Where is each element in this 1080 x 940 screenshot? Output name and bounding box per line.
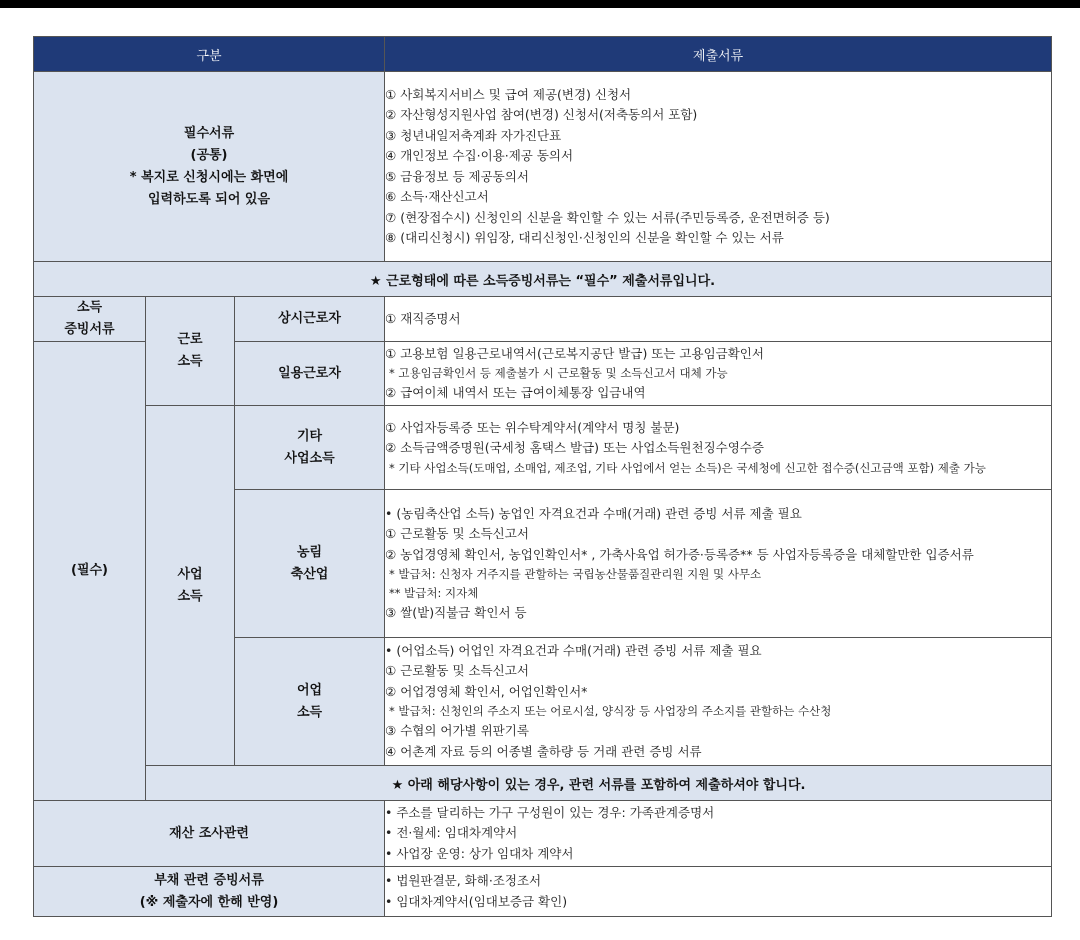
business-income-label: [146, 406, 235, 766]
income-proof-label-line: 소득: [76, 300, 103, 315]
labor-income-label-line: 소득: [177, 354, 203, 369]
notice-income-required: ★ 근로형태에 따른 소득증빙서류는 “필수” 제출서류입니다.: [34, 262, 1052, 297]
farm-label-line: 축산업: [290, 566, 329, 582]
list-item: ② 자산형성지원사업 참여(변경) 신청서(저축동의서 포함): [385, 107, 698, 122]
list-item: ④ 어촌계 자료 등의 어종별 출하량 등 거래 관련 증빙 서류: [385, 743, 702, 759]
list-item: ⑧ (대리신청시) 위임장, 대리신청인·신청인의 신분을 확인할 수 있는 서류: [385, 230, 784, 245]
other-business-label-line: 사업소득: [284, 450, 335, 466]
header-documents: 제출서류: [385, 37, 1052, 72]
common-label-line: (공통): [190, 147, 228, 163]
regular-worker-label: [235, 297, 385, 342]
income-proof-label: [34, 297, 146, 342]
list-item: ① 사회복지서비스 및 급여 제공(변경) 신청서: [385, 86, 632, 102]
list-item: ② 어업경영체 확인서, 어업인확인서*: [385, 683, 588, 699]
business-income-label-line: 사업: [177, 566, 203, 582]
list-item: ⑤ 금융정보 등 제공동의서: [385, 168, 529, 184]
daily-worker-label-text: 일용근로자: [278, 365, 341, 381]
regular-worker-items: [385, 297, 1052, 342]
debt-items: [385, 867, 1052, 917]
other-business-row: [34, 406, 1052, 490]
farm-label-line: 농림: [296, 544, 323, 560]
list-note: ** 발급처: 지자체: [389, 586, 479, 600]
common-label-note: 입력하도록 되어 있음: [147, 191, 271, 207]
list-item: ② 급여이체 내역서 또는 급여이체통장 입금내역: [385, 385, 646, 400]
list-note: * 기타 사업소득(도매업, 소매업, 제조업, 기타 사업에서 얻는 소득)은 국세청에 신고한 접수증(신고금액 포함) 제출 가능: [389, 460, 986, 475]
list-item: • 법원판결문, 화해·조정조서: [385, 873, 542, 888]
debt-row: [34, 867, 1052, 917]
income-required-label: [34, 342, 146, 801]
farm-items: [385, 490, 1052, 638]
list-item: ① 근로활동 및 소득신고서: [385, 526, 529, 541]
property-label: [34, 801, 385, 867]
notice-optional-documents: ★ 아래 해당사항이 있는 경우, 관련 서류를 포함하여 제출하셔야 합니다.: [146, 766, 1052, 801]
labor-income-label: [146, 297, 235, 406]
list-item: • 전·월세: 임대차계약서: [385, 825, 518, 841]
other-business-label: [235, 406, 385, 490]
income-required-text: (필수): [71, 563, 108, 578]
header-row: [34, 37, 1052, 72]
fishery-label-line: 소득: [296, 704, 323, 720]
list-item: ③ 청년내일저축계좌 자가진단표: [385, 127, 562, 143]
common-items: [385, 72, 1052, 262]
list-item: ① 근로활동 및 소득신고서: [385, 663, 529, 679]
daily-worker-items: [385, 342, 1052, 406]
notice-row-2: [34, 766, 1052, 801]
property-items: [385, 801, 1052, 867]
list-item: ③ 수협의 어가별 위판기록: [385, 723, 529, 739]
other-business-items: [385, 406, 1052, 490]
regular-worker-label-text: 상시근로자: [278, 311, 341, 326]
property-label-text: 재산 조사관련: [169, 825, 249, 841]
common-label: [34, 72, 385, 262]
other-business-label-line: 기타: [296, 428, 323, 444]
common-label-line: 필수서류: [183, 125, 235, 141]
business-income-label-line: 소득: [177, 588, 203, 604]
debt-label-line: 부채 관련 증빙서류: [154, 872, 264, 888]
list-item: ⑦ (현장접수시) 신청인의 신분을 확인할 수 있는 서류(주민등록증, 운전면허증 등): [385, 209, 830, 225]
list-item: ① 사업자등록증 또는 위수탁계약서(계약서 명칭 불문): [385, 419, 680, 435]
list-item: ② 농업경영체 확인서, 농업인확인서* , 가축사육업 허가증·등록증** 등 사업자등록증을 대체할만한 입증서류: [385, 546, 974, 562]
list-item: • 사업장 운영: 상가 임대차 계약서: [385, 845, 574, 861]
fishery-label: [235, 638, 385, 766]
list-note: * 고용임금확인서 등 제출불가 시 근로활동 및 소득신고서 대체 가능: [389, 366, 728, 380]
income-proof-label-line: 증빙서류: [64, 322, 115, 337]
debt-label: [34, 867, 385, 917]
regular-worker-row: [34, 297, 1052, 342]
labor-income-label-line: 근로: [177, 332, 203, 347]
notice-row-1: [34, 262, 1052, 297]
list-item: ① 고용보험 일용근로내역서(근로복지공단 발급) 또는 고용임금확인서: [385, 345, 764, 361]
header-category: 구분: [34, 37, 385, 72]
daily-worker-label: [235, 342, 385, 406]
list-note: * 발급처: 신청인의 주소지 또는 어로시설, 양식장 등 사업장의 주소지를 관할하는 수산청: [389, 704, 832, 719]
top-black-bar: [0, 0, 1080, 8]
list-item: ⑥ 소득·재산신고서: [385, 189, 489, 204]
list-item: ④ 개인정보 수집·이용·제공 동의서: [385, 148, 574, 163]
fishery-items: [385, 638, 1052, 766]
property-row: [34, 801, 1052, 867]
required-documents-table: [33, 36, 1052, 917]
list-item: • 임대차계약서(임대보증금 확인): [385, 893, 568, 909]
list-item: ② 소득금액증명원(국세청 홈택스 발급) 또는 사업소득원천징수영수증: [385, 440, 764, 455]
common-label-note: * 복지로 신청시에는 화면에: [129, 169, 289, 185]
list-item: ③ 쌀(밭)직불금 확인서 등: [385, 605, 527, 620]
fishery-label-line: 어업: [296, 682, 323, 698]
farm-label: [235, 490, 385, 638]
list-item: • 주소를 달리하는 가구 구성원이 있는 경우: 가족관계증명서: [385, 804, 715, 820]
list-item: • (어업소득) 어업인 자격요건과 수매(거래) 관련 증빙 서류 제출 필요: [385, 642, 762, 658]
debt-label-note: (※ 제출자에 한해 반영): [139, 894, 279, 910]
list-item: ① 재직증명서: [385, 310, 461, 326]
common-row: [34, 72, 1052, 262]
list-item: • (농림축산업 소득) 농업인 자격요건과 수매(거래) 관련 증빙 서류 제출 필요: [385, 505, 802, 521]
list-note: * 발급처: 신청자 거주지를 관할하는 국립농산물품질관리원 지원 및 사무소: [389, 567, 762, 581]
